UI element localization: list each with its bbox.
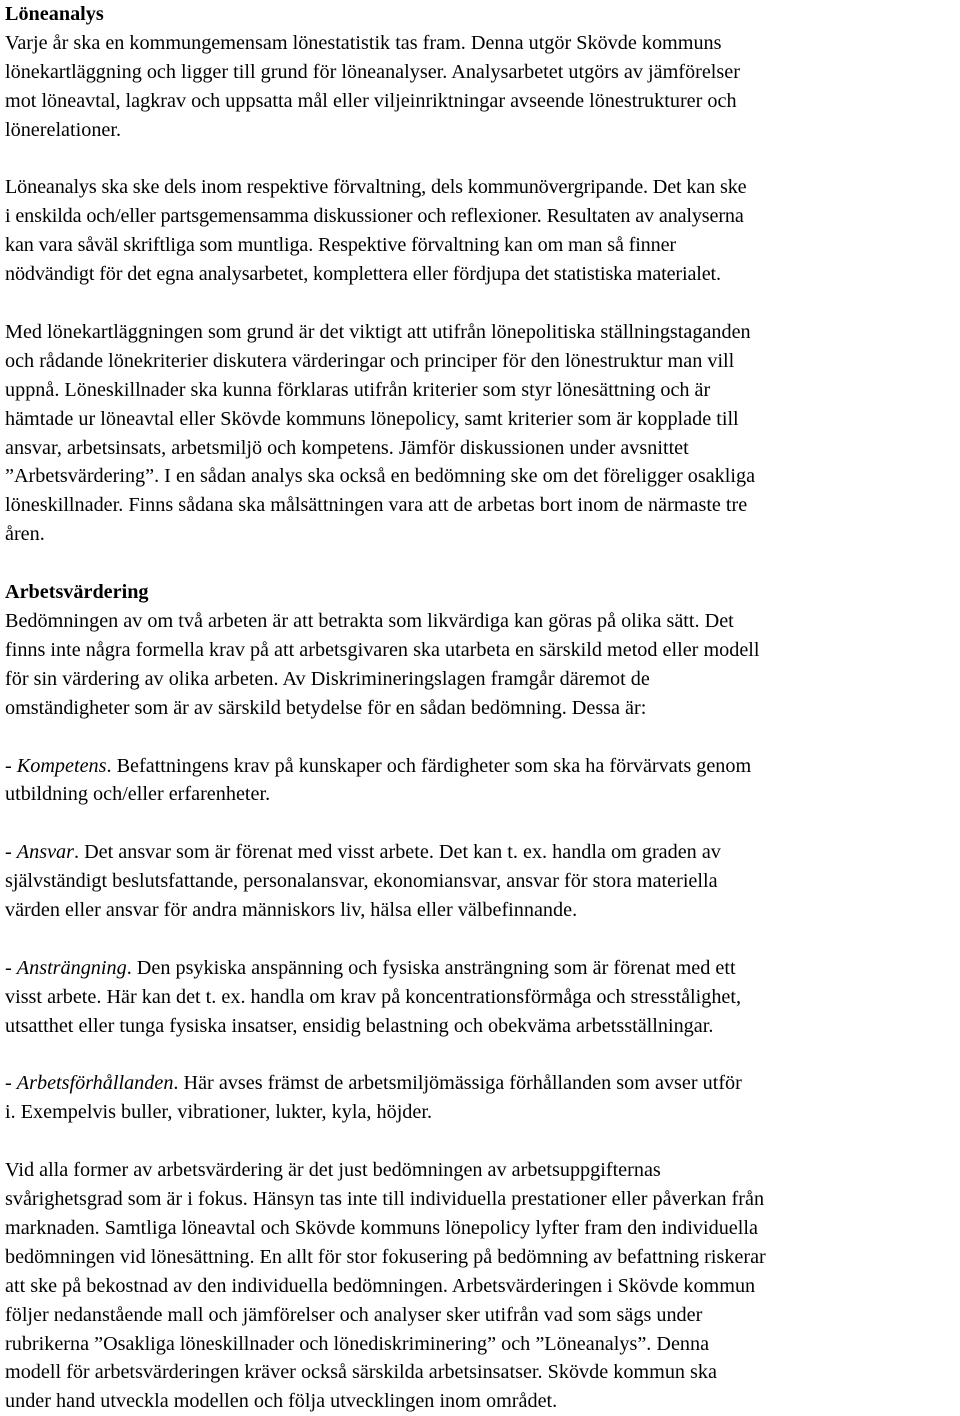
- paragraph-analysis-scope: [5, 173, 955, 289]
- text-line: - Arbetsförhållanden. Här avses främst de arbetsmiljömässiga förhållanden som avser utför: [5, 1072, 742, 1095]
- document-page: [5, 0, 955, 1416]
- text-fragment: . Här avses främst de arbetsmiljömässiga förhållanden som avser utför: [173, 1072, 742, 1095]
- paragraph-gap: [5, 925, 955, 954]
- text-line: - Ansvar. Det ansvar som är förenat med visst arbete. Det kan t. ex. handla om graden av: [5, 841, 721, 864]
- text-line: lönekartläggning och ligger till grund för löneanalyser. Analysarbetet utgörs av jämförelser: [5, 60, 740, 83]
- text-line: löneskillnader. Finns sådana ska målsättningen vara att de arbetas bort inom de närmaste tre: [5, 494, 748, 517]
- text-line: för sin värdering av olika arbeten. Av Diskrimineringslagen framgår däremot de: [5, 667, 650, 690]
- text-line: självständigt beslutsfattande, personalansvar, ekonomiansvar, ansvar för stora materiella: [5, 870, 718, 893]
- text-line: rubrikerna ”Osakliga löneskillnader och lönediskriminering” och ”Löneanalys”. Denna: [5, 1332, 710, 1355]
- text-line: nödvändigt för det egna analysarbetet, komplettera eller fördjupa det statistiska materialet.: [5, 263, 721, 286]
- paragraph-pay-differences: [5, 318, 955, 549]
- text-line: utsatthet eller tunga fysiska insatser, ensidig belastning och obekväma arbetsställningar.: [5, 1014, 714, 1037]
- text-line: Löneanalys ska ske dels inom respektive förvaltning, dels kommunövergripande. Det kan ske: [5, 176, 747, 199]
- text-line: mot löneavtal, lagkrav och uppsatta mål eller viljeinriktningar avseende lönestrukturer och: [5, 89, 737, 112]
- text-line: i enskilda och/eller partsgemensamma diskussioner och reflexioner. Resultaten av analyserna: [5, 205, 744, 228]
- text-line: Varje år ska en kommungemensam lönestatistik tas fram. Denna utgör Skövde kommuns: [5, 31, 722, 54]
- list-item-anstrangning: [5, 954, 955, 1041]
- text-line: kan vara såväl skriftliga som muntliga. Respektive förvaltning kan om man så finner: [5, 234, 676, 257]
- text-line: i. Exempelvis buller, vibrationer, lukter, kyla, höjder.: [5, 1101, 433, 1124]
- text-line: marknaden. Samtliga löneavtal och Skövde kommuns lönepolicy lyfter fram den individuella: [5, 1216, 758, 1239]
- text-fragment: . Det ansvar som är förenat med visst arbete. Det kan t. ex. handla om graden av: [73, 841, 721, 864]
- text-line: bedömningen vid lönesättning. En allt för stor fokusering på bedömning av befattning riskerar: [5, 1245, 766, 1268]
- text-line: att ske på bekostnad av den individuella bedömningen. Arbetsvärderingen i Skövde kommun: [5, 1274, 756, 1297]
- text-line: uppnå. Löneskillnader ska kunna förklaras utifrån kriterier som styr lönesättning och är: [5, 378, 711, 401]
- text-line: följer nedanstående mall och jämförelser och analyser sker utifrån vad som sägs under: [5, 1303, 703, 1326]
- text-line: visst arbete. Här kan det t. ex. handla om krav på koncentrationsförmåga och stresstålighet,: [5, 985, 742, 1008]
- paragraph-gap: [5, 809, 955, 838]
- text-line: under hand utveckla modellen och följa utvecklingen inom området.: [5, 1390, 558, 1413]
- paragraph-gap: [5, 289, 955, 318]
- list-item-arbetsforhallanden: [5, 1069, 955, 1127]
- text-line: lönerelationer.: [5, 118, 122, 141]
- section-heading-loneanalys: Löneanalys: [5, 3, 104, 25]
- paragraph-gap: [5, 1041, 955, 1070]
- paragraph-gap: [5, 549, 955, 578]
- section-heading-arbetsvardering: Arbetsvärdering: [5, 581, 149, 604]
- text-line: ”Arbetsvärdering”. I en sådan analys ska också en bedömning ske om det föreligger osakliga: [5, 465, 756, 488]
- text-line: Vid alla former av arbetsvärdering är det just bedömningen av arbetsuppgifternas: [5, 1159, 661, 1182]
- paragraph-gap: [5, 723, 955, 752]
- term-kompetens: Kompetens: [16, 754, 107, 777]
- text-line: - Kompetens. Befattningens krav på kunskaper och färdigheter som ska ha förvärvats genom: [5, 754, 752, 777]
- text-line: hämtade ur löneavtal eller Skövde kommuns lönepolicy, samt kriterier som är kopplade till: [5, 407, 739, 430]
- text-line: utbildning och/eller erfarenheter.: [5, 783, 271, 806]
- paragraph-assessment: [5, 607, 955, 723]
- text-line: modell för arbetsvärderingen kräver också särskilda arbetsinsatser. Skövde kommun ska: [5, 1361, 717, 1384]
- text-line: svårighetsgrad som är i fokus. Hänsyn tas inte till individuella prestationer eller påverkan från: [5, 1188, 765, 1211]
- text-line: åren.: [5, 523, 45, 546]
- paragraph-gap: [5, 1127, 955, 1156]
- text-fragment: . Den psykiska anspänning och fysiska ansträngning som är förenat med ett: [126, 956, 736, 979]
- paragraph-gap: [5, 145, 955, 174]
- paragraph-conclusion: [5, 1156, 955, 1416]
- text-fragment: . Befattningens krav på kunskaper och färdigheter som ska ha förvärvats genom: [106, 754, 752, 777]
- paragraph-intro: [5, 29, 955, 145]
- text-line: finns inte några formella krav på att arbetsgivaren ska utarbeta en särskild metod eller modell: [5, 638, 760, 661]
- text-line: Med lönekartläggningen som grund är det viktigt att utifrån lönepolitiska ställningstaganden: [5, 320, 751, 343]
- term-anstrangning: Ansträngning: [16, 956, 127, 979]
- term-arbetsforhallanden: Arbetsförhållanden: [16, 1072, 174, 1095]
- text-line: värden eller ansvar för andra människors liv, hälsa eller välbefinnande.: [5, 899, 578, 922]
- text-line: Bedömningen av om två arbeten är att betrakta som likvärdiga kan göras på olika sätt. Det: [5, 609, 734, 632]
- text-line: och rådande lönekriterier diskutera värderingar och principer för den lönestruktur man vill: [5, 349, 735, 372]
- list-item-ansvar: [5, 838, 955, 925]
- text-line: omständigheter som är av särskild betydelse för en sådan bedömning. Dessa är:: [5, 696, 647, 719]
- list-item-kompetens: [5, 752, 955, 810]
- text-line: ansvar, arbetsinsats, arbetsmiljö och kompetens. Jämför diskussionen under avsnittet: [5, 436, 689, 459]
- text-line: - Ansträngning. Den psykiska anspänning och fysiska ansträngning som är förenat med ett: [5, 956, 736, 979]
- term-ansvar: Ansvar: [16, 841, 74, 864]
